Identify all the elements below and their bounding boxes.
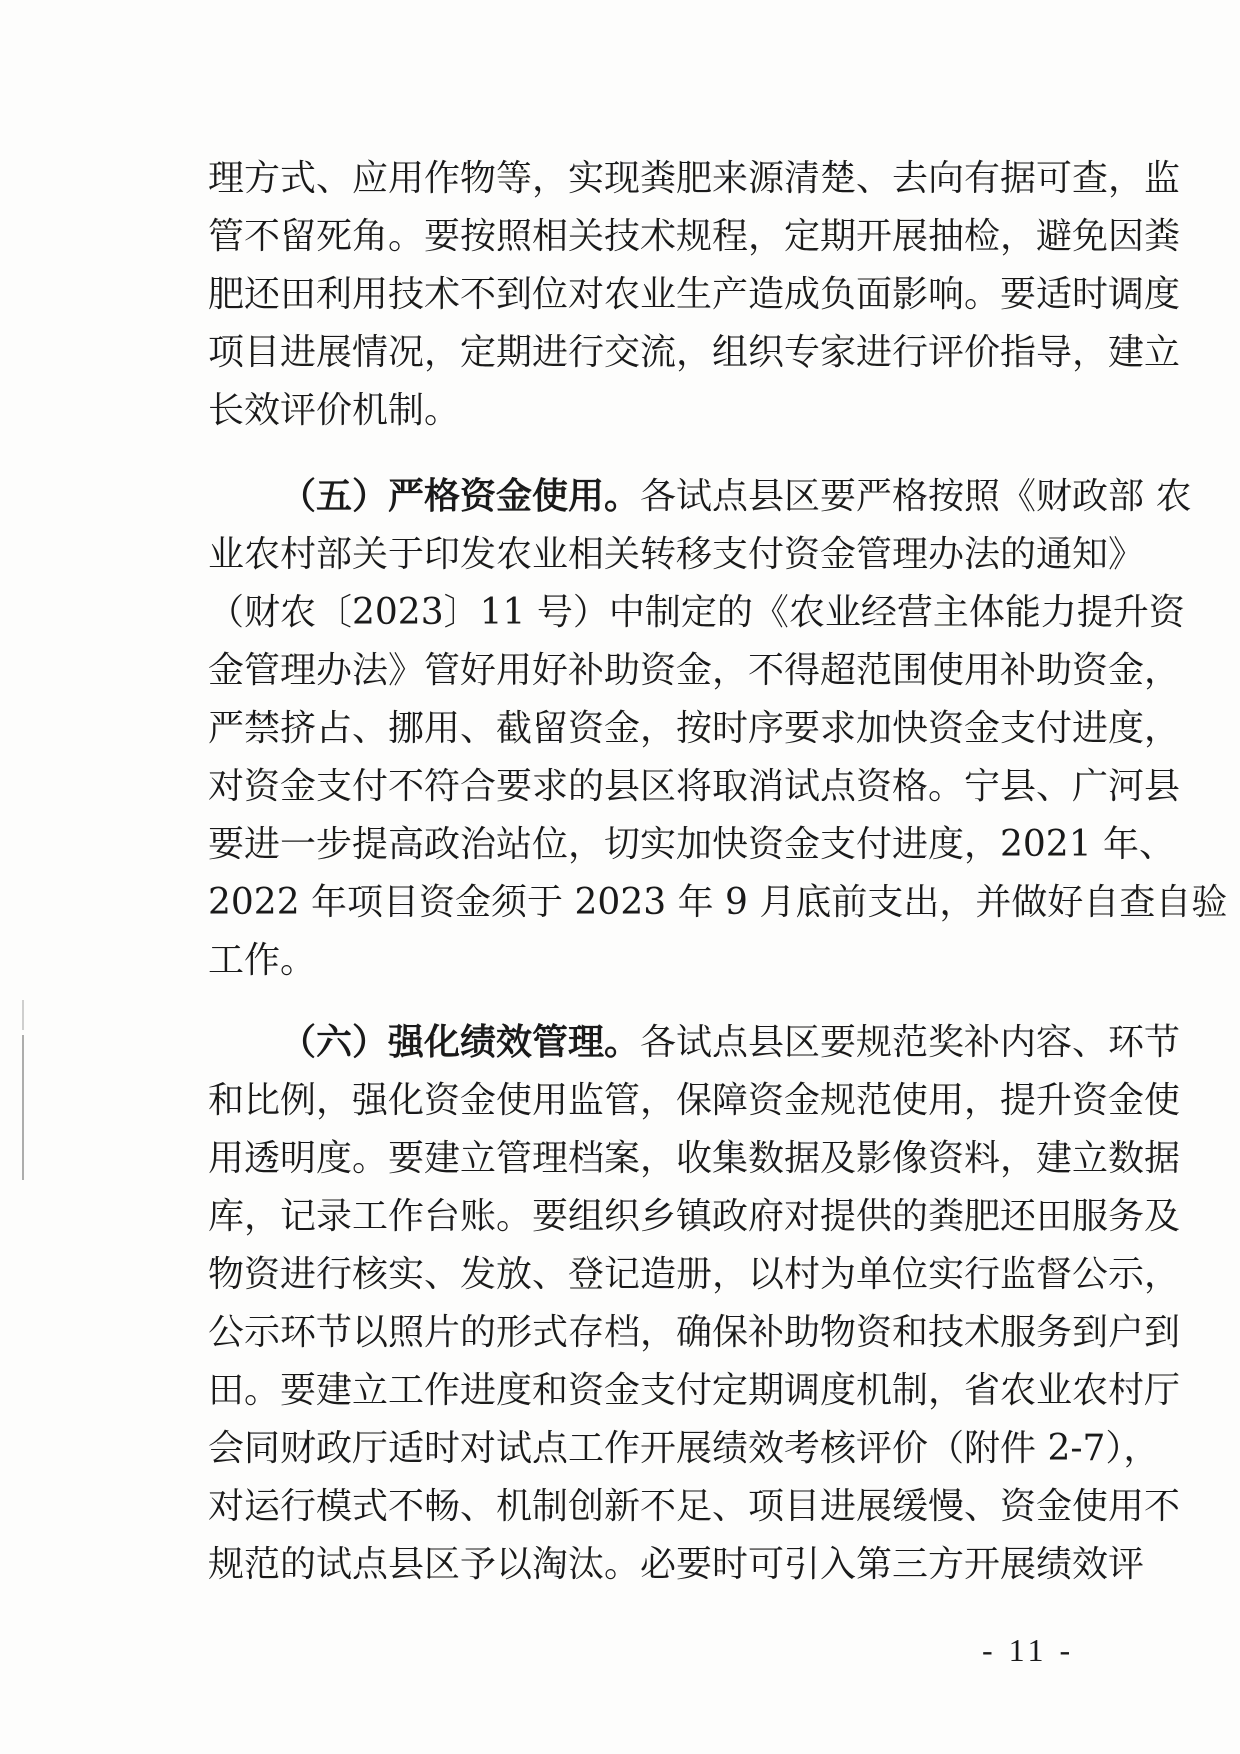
text-line: 严禁挤占、挪用、截留资金，按时序要求加快资金支付进度， xyxy=(208,708,1181,749)
text-line: 库，记录工作台账。要组织乡镇政府对提供的粪肥还田服务及 xyxy=(208,1196,1181,1237)
scan-artifact xyxy=(22,1035,24,1180)
text-line: 2022 年项目资金须于 2023 年 9 月底前支出，并做好自查自验 xyxy=(208,882,1228,923)
text-line: 肥还田利用技术不到位对农业生产造成负面影响。要适时调度 xyxy=(208,274,1181,315)
paragraph-continuation xyxy=(208,150,1181,440)
text-line: 物资进行核实、发放、登记造册，以村为单位实行监督公示， xyxy=(208,1254,1181,1295)
text-line: 业农村部关于印发农业相关转移支付资金管理办法的通知》 xyxy=(208,534,1145,575)
text-line: 对运行模式不畅、机制创新不足、项目进展缓慢、资金使用不 xyxy=(208,1486,1181,1527)
text-run: 各试点县区要规范奖补内容、环节 xyxy=(640,1022,1181,1063)
text-line: 管不留死角。要按照相关技术规程，定期开展抽检，避免因粪 xyxy=(208,216,1181,257)
text-line: 和比例，强化资金使用监管，保障资金规范使用，提升资金使 xyxy=(208,1080,1181,1121)
text-line: 田。要建立工作进度和资金支付定期调度机制，省农业农村厅 xyxy=(208,1370,1181,1411)
text-line: 用透明度。要建立管理档案，收集数据及影像资料，建立数据 xyxy=(208,1138,1181,1179)
text-line: 要进一步提高政治站位，切实加快资金支付进度，2021 年、 xyxy=(208,824,1176,865)
section-heading-funds-usage: （五）严格资金使用。 xyxy=(280,476,641,517)
scan-artifact xyxy=(22,1000,24,1030)
text-line: 规范的试点县区予以淘汰。必要时可引入第三方开展绩效评 xyxy=(208,1544,1145,1585)
text-line: 金管理办法》管好用好补助资金，不得超范围使用补助资金， xyxy=(208,650,1181,691)
text-line xyxy=(208,468,1192,526)
paragraph-funds-usage xyxy=(208,468,1228,990)
page-number: - 11 - xyxy=(982,1632,1075,1668)
text-line xyxy=(208,1014,1181,1072)
section-heading-performance-management: （六）强化绩效管理。 xyxy=(280,1022,641,1063)
text-line: 理方式、应用作物等，实现粪肥来源清楚、去向有据可查，监 xyxy=(208,158,1181,199)
text-line: 对资金支付不符合要求的县区将取消试点资格。宁县、广河县 xyxy=(208,766,1181,807)
text-line: 项目进展情况，定期进行交流，组织专家进行评价指导，建立 xyxy=(208,332,1181,373)
text-run: 各试点县区要严格按照《财政部 农 xyxy=(640,476,1192,517)
text-line: 工作。 xyxy=(208,940,317,981)
paragraph-performance-management xyxy=(208,1014,1181,1594)
text-line: 长效评价机制。 xyxy=(208,390,461,431)
text-line: 公示环节以照片的形式存档，确保补助物资和技术服务到户到 xyxy=(208,1312,1181,1353)
text-line: 会同财政厅适时对试点工作开展绩效考核评价（附件 2-7）， xyxy=(208,1428,1160,1469)
text-line: （财农〔2023〕11 号）中制定的《农业经营主体能力提升资 xyxy=(208,592,1185,633)
